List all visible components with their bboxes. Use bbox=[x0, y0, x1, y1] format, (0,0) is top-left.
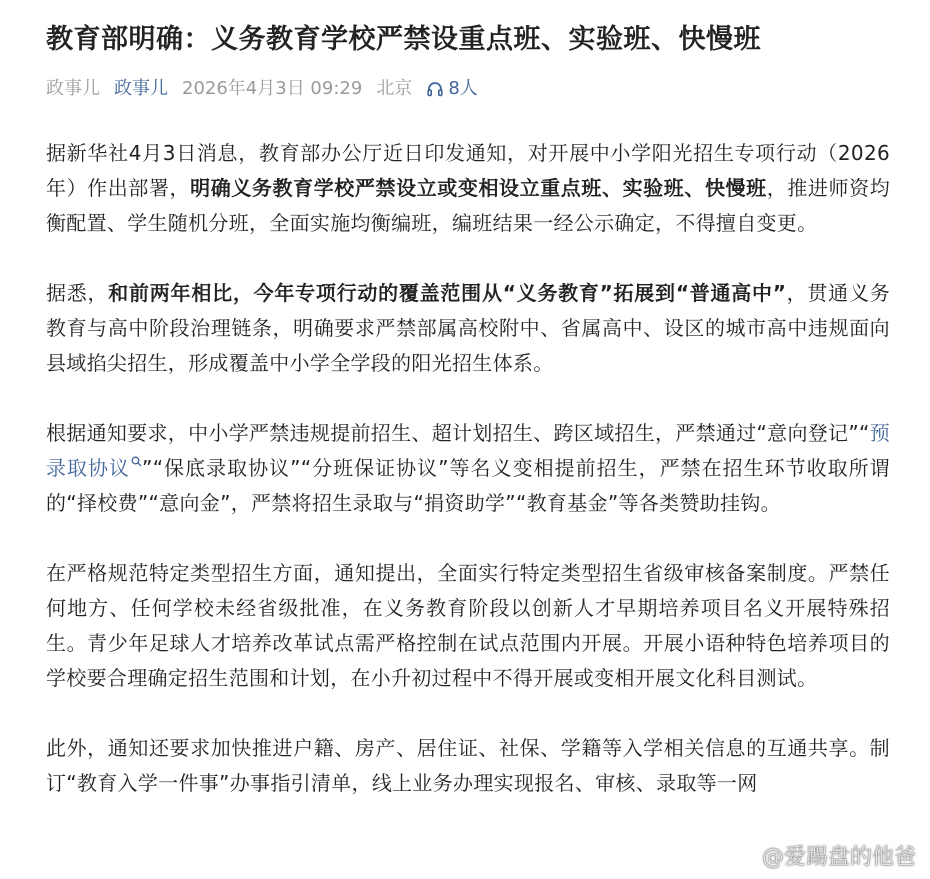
paragraph-4 bbox=[46, 556, 890, 696]
paragraph-2 bbox=[46, 276, 890, 381]
article-body bbox=[46, 136, 890, 801]
paragraph-1 bbox=[46, 136, 890, 241]
article-meta bbox=[46, 76, 890, 102]
listen-button[interactable] bbox=[426, 76, 491, 102]
paragraph-2-bold: 和前两年相比，今年专项行动的覆盖范围从“义务教育”拓展到“普通高中” bbox=[108, 281, 787, 305]
paragraph-3-text-a: 根据通知要求，中小学严禁违规提前招生、超计划招生、跨区域招生，严禁通过“意向登记”“ bbox=[46, 421, 870, 445]
listener-count: 8人 bbox=[448, 78, 478, 99]
watermark bbox=[734, 840, 916, 871]
location-label: 北京 bbox=[376, 78, 413, 99]
paragraph-3 bbox=[46, 416, 890, 521]
source-label: 政事儿 bbox=[46, 78, 100, 99]
article-title: 教育部明确：义务教育学校严禁设重点班、实验班、快慢班 bbox=[46, 24, 761, 55]
keyword-link-text: 预录取协议 bbox=[46, 421, 890, 480]
paragraph-2-text-b: ，贯通义务教育与高中阶段治理链条，明确要求严禁部属高校附中、省属高中、设区的城市高中违规面向县域掐尖招生，形成覆盖中小学全学段的阳光招生体系。 bbox=[46, 281, 890, 375]
paragraph-1-bold: 明确义务教育学校严禁设立或变相设立重点班、实验班、快慢班 bbox=[190, 176, 767, 200]
publish-datetime: 2026年4月3日 09:29 bbox=[182, 78, 363, 99]
paragraph-5 bbox=[46, 731, 890, 801]
watermark-text: @爱踢盘的他爸 bbox=[761, 845, 916, 870]
search-icon bbox=[131, 456, 142, 467]
headphones-icon bbox=[426, 80, 444, 98]
paragraph-1-text-b: ，推进师资均衡配置、学生随机分班，全面实施均衡编班，编班结果一经公示确定，不得擅自变更。 bbox=[46, 176, 890, 235]
weibo-icon bbox=[734, 846, 758, 866]
paragraph-5-text: 此外，通知还要求加快推进户籍、房产、居住证、社保、学籍等入学相关信息的互通共享。制订“教育入学一件事”办事指引清单，线上业务办理实现报名、审核、录取等一网 bbox=[46, 736, 890, 795]
paragraph-3-text-b: ”“保底录取协议”“分班保证协议”等名义变相提前招生，严禁在招生环节收取所谓的“择校费”“意向金”，严禁将招生录取与“捐资助学”“教育基金”等各类赞助挂钩。 bbox=[46, 456, 890, 515]
paragraph-2-text-a: 据悉， bbox=[46, 281, 109, 305]
author-link[interactable]: 政事儿 bbox=[114, 78, 168, 99]
paragraph-1-text-a: 据新华社4月3日消息，教育部办公厅近日印发通知，对开展中小学阳光招生专项行动（2026年）作出部署， bbox=[46, 141, 890, 200]
paragraph-4-text: 在严格规范特定类型招生方面，通知提出，全面实行特定类型招生省级审核备案制度。严禁任何地方、任何学校未经省级批准，在义务教育阶段以创新人才早期培养项目名义开展特殊招生。青少年足球人才培养改革试点需严格控制在试点范围内开展。开展小语种特色培养项目的学校要合理确定招生范围和计划，在小升初过程中不得开展或变相开展文化科目测试。 bbox=[46, 561, 890, 690]
